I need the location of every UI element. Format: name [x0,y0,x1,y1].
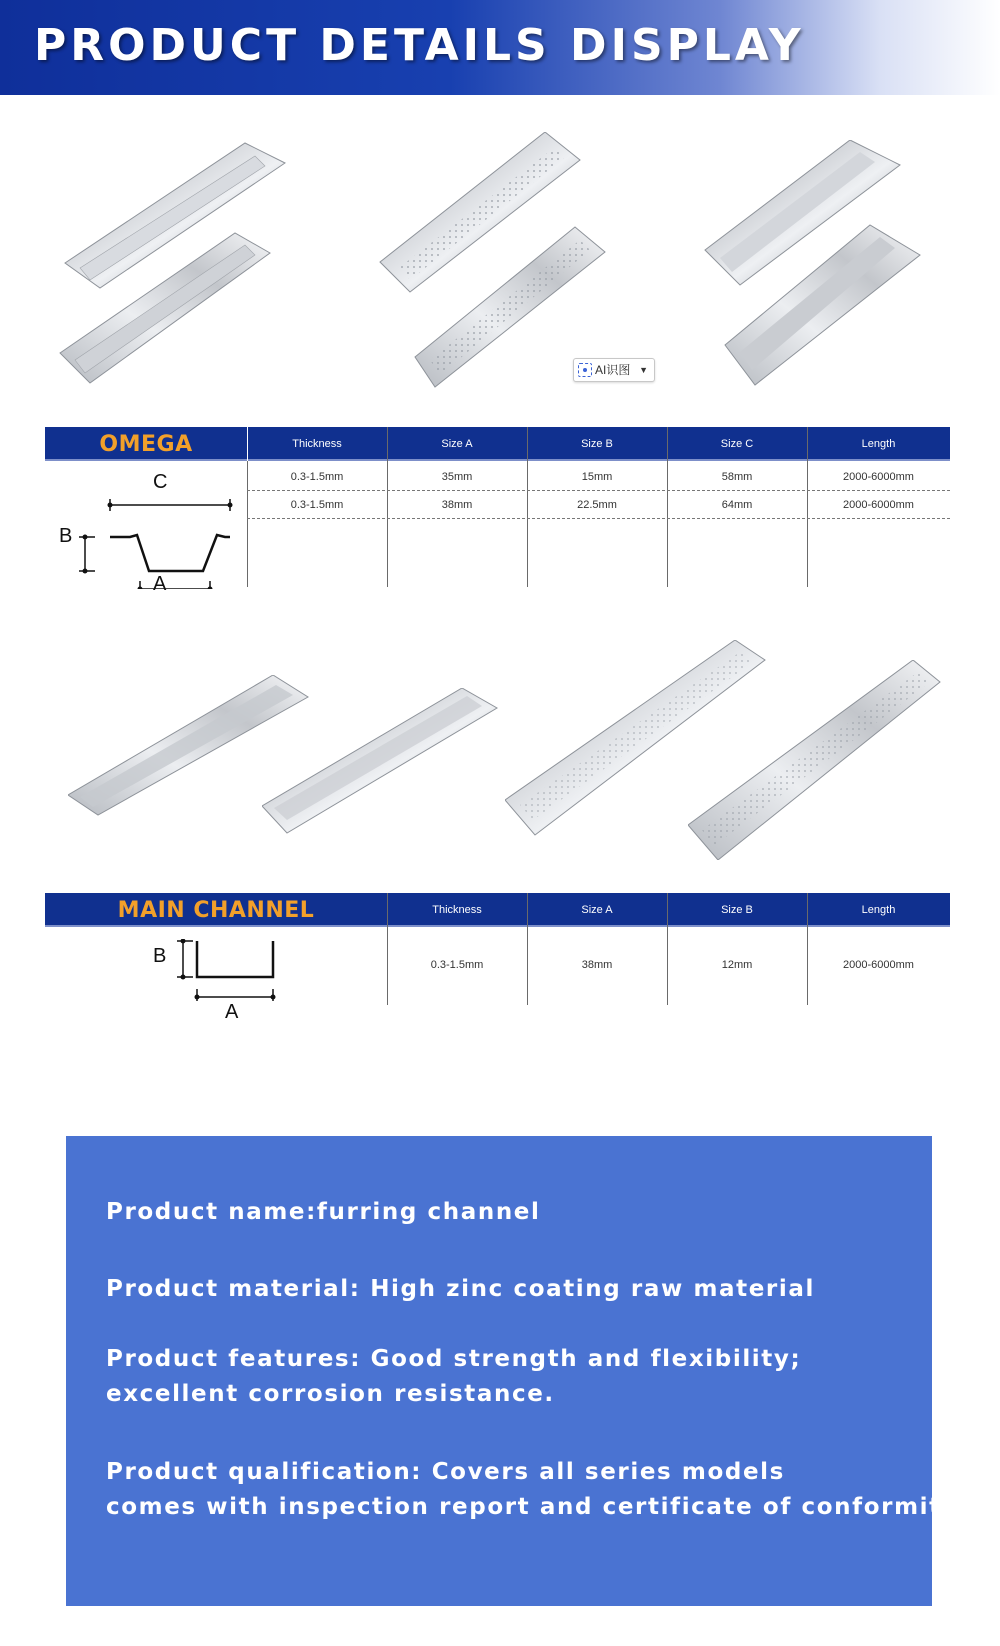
product-features-text-cont: excellent corrosion resistance. [106,1381,555,1407]
omega-col-thickness: Thickness [292,438,342,450]
divider [667,893,668,1005]
main-channel-spec-table [45,893,950,1023]
chevron-down-icon: ▼ [639,365,648,375]
product-name-text: Product name:furring channel [106,1199,541,1225]
ai-scan-icon [578,363,592,377]
product-qualification-text-cont: comes with inspection report and certificate of conformity [106,1494,959,1520]
main-channel-label-a: A [225,1001,239,1023]
omega-spec-table [45,427,950,595]
main-channel-table-header [45,893,950,927]
table-cell: 0.3-1.5mm [290,499,344,511]
product-qualification-text: Product qualification: Covers all series models [106,1459,785,1485]
omega-col-size-c: Size C [720,438,754,450]
row-divider [247,518,950,519]
table-cell: 35mm [441,471,473,483]
table-cell: 38mm [441,499,473,511]
product-material-text: Product material: High zinc coating raw material [106,1276,815,1302]
omega-label-c: C [153,471,168,493]
table-cell: 12mm [721,959,753,971]
ai-badge-label: AI识图 [595,363,631,377]
omega-col-length: Length [861,438,896,450]
main-channel-product-name: MAIN CHANNEL [117,898,315,923]
table-cell: 22.5mm [577,499,617,511]
omega-table-header [45,427,950,461]
omega-col-size-a: Size A [441,438,473,450]
omega-photo-3 [700,140,930,395]
main-channel-photo-2 [262,688,502,848]
divider [387,893,388,1005]
divider [807,893,808,1005]
main-channel-col-length: Length [861,904,896,916]
omega-label-a: A [153,573,167,595]
table-cell: 0.3-1.5mm [430,959,484,971]
omega-col-size-b: Size B [581,438,613,450]
divider [527,893,528,1005]
omega-photo-1 [55,138,295,398]
main-channel-col-size-b: Size B [721,904,753,916]
table-cell: 38mm [581,959,613,971]
header-banner [0,0,1000,95]
row-divider [247,490,950,491]
omega-product-name: OMEGA [99,432,193,457]
omega-profile-diagram [55,465,245,589]
product-info-panel [66,1136,959,1606]
ai-recognize-button[interactable] [573,358,655,382]
product-features-text: Product features: Good strength and flexibility; [106,1346,802,1372]
table-cell: 0.3-1.5mm [290,471,344,483]
main-channel-photo-4 [688,660,943,860]
table-cell: 15mm [581,471,613,483]
table-cell: 58mm [721,471,753,483]
table-cell: 2000-6000mm [843,499,914,511]
table-cell: 2000-6000mm [843,959,914,971]
table-cell: 64mm [721,499,753,511]
main-channel-col-size-a: Size A [581,904,613,916]
omega-label-b: B [59,525,73,547]
main-channel-label-b: B [153,945,167,967]
page-title: PRODUCT DETAILS DISPLAY [34,20,805,71]
main-channel-col-thickness: Thickness [432,904,482,916]
table-cell: 2000-6000mm [843,471,914,483]
